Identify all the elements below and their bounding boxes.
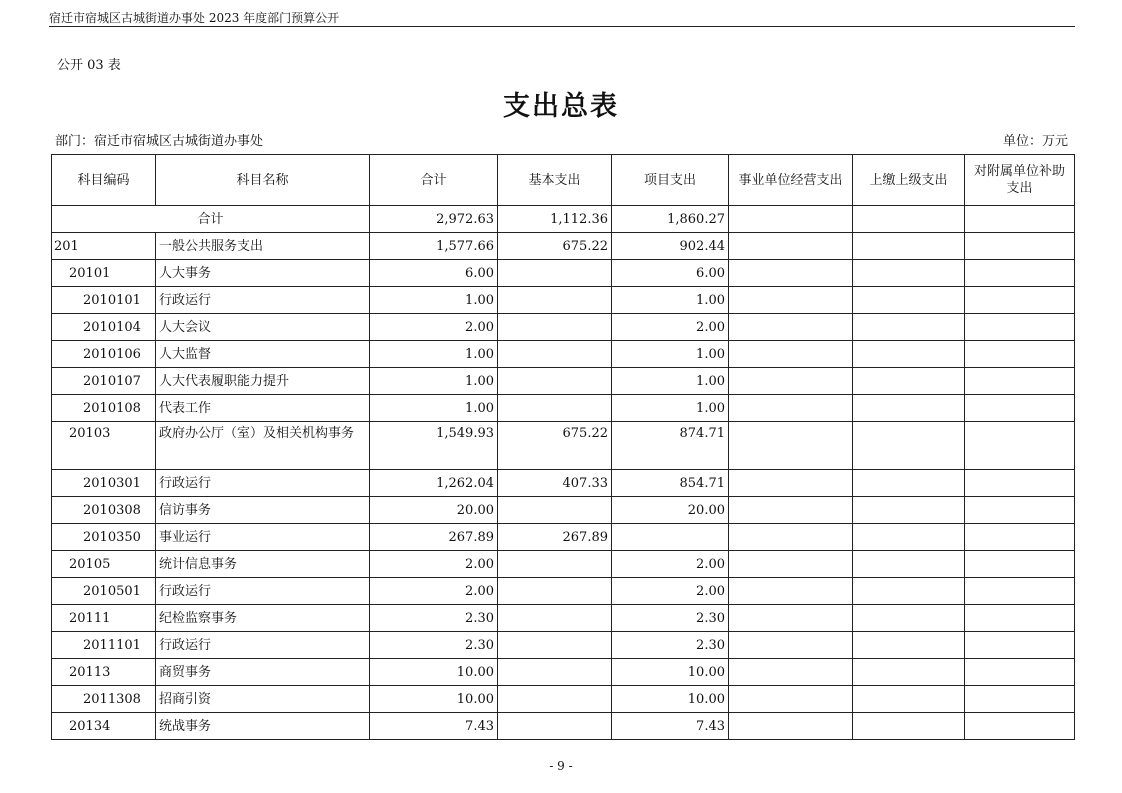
name-cell: 行政运行 bbox=[156, 287, 370, 314]
empty-cell bbox=[853, 551, 965, 578]
basic-cell bbox=[498, 260, 612, 287]
project-cell: 854.71 bbox=[612, 470, 729, 497]
empty-cell bbox=[729, 368, 853, 395]
empty-cell bbox=[853, 605, 965, 632]
total-cell: 2,972.63 bbox=[370, 206, 498, 233]
code-cell: 20101 bbox=[52, 260, 156, 287]
empty-cell bbox=[853, 314, 965, 341]
total-label: 合计 bbox=[52, 206, 370, 233]
total-cell: 1,262.04 bbox=[370, 470, 498, 497]
basic-cell bbox=[498, 395, 612, 422]
name-cell: 政府办公厅（室）及相关机构事务 bbox=[156, 422, 370, 470]
table-row bbox=[52, 713, 1075, 740]
project-cell: 20.00 bbox=[612, 497, 729, 524]
name-cell: 行政运行 bbox=[156, 470, 370, 497]
name-cell: 统计信息事务 bbox=[156, 551, 370, 578]
empty-cell bbox=[853, 341, 965, 368]
basic-cell bbox=[498, 605, 612, 632]
table-row bbox=[52, 605, 1075, 632]
column-header: 基本支出 bbox=[498, 155, 612, 206]
project-cell: 10.00 bbox=[612, 659, 729, 686]
empty-cell bbox=[965, 470, 1075, 497]
total-cell: 1.00 bbox=[370, 368, 498, 395]
empty-cell bbox=[729, 260, 853, 287]
table-row bbox=[52, 686, 1075, 713]
empty-cell bbox=[965, 314, 1075, 341]
project-cell: 1,860.27 bbox=[612, 206, 729, 233]
table-row bbox=[52, 524, 1075, 551]
table-header-row bbox=[52, 155, 1075, 206]
total-cell: 2.00 bbox=[370, 551, 498, 578]
table-row bbox=[52, 422, 1075, 470]
basic-cell bbox=[498, 287, 612, 314]
empty-cell bbox=[853, 713, 965, 740]
total-cell: 267.89 bbox=[370, 524, 498, 551]
name-cell: 纪检监察事务 bbox=[156, 605, 370, 632]
code-cell: 2011101 bbox=[52, 632, 156, 659]
empty-cell bbox=[729, 314, 853, 341]
empty-cell bbox=[729, 632, 853, 659]
total-cell: 1,577.66 bbox=[370, 233, 498, 260]
basic-cell bbox=[498, 686, 612, 713]
project-cell: 2.00 bbox=[612, 314, 729, 341]
total-cell: 6.00 bbox=[370, 260, 498, 287]
name-cell: 统战事务 bbox=[156, 713, 370, 740]
empty-cell bbox=[965, 497, 1075, 524]
empty-cell bbox=[729, 497, 853, 524]
column-header: 上缴上级支出 bbox=[853, 155, 965, 206]
empty-cell bbox=[853, 368, 965, 395]
empty-cell bbox=[729, 422, 853, 470]
running-header: 宿迁市宿城区古城街道办事处 2023 年度部门预算公开 bbox=[49, 11, 340, 25]
empty-cell bbox=[965, 632, 1075, 659]
empty-cell bbox=[965, 686, 1075, 713]
project-cell: 2.00 bbox=[612, 551, 729, 578]
empty-cell bbox=[965, 206, 1075, 233]
name-cell: 人大代表履职能力提升 bbox=[156, 368, 370, 395]
empty-cell bbox=[853, 578, 965, 605]
column-header: 项目支出 bbox=[612, 155, 729, 206]
name-cell: 人大监督 bbox=[156, 341, 370, 368]
total-cell: 1,549.93 bbox=[370, 422, 498, 470]
column-header: 合计 bbox=[370, 155, 498, 206]
empty-cell bbox=[853, 287, 965, 314]
basic-cell: 675.22 bbox=[498, 422, 612, 470]
name-cell: 行政运行 bbox=[156, 578, 370, 605]
empty-cell bbox=[965, 659, 1075, 686]
project-cell: 10.00 bbox=[612, 686, 729, 713]
total-row bbox=[52, 206, 1075, 233]
empty-cell bbox=[965, 341, 1075, 368]
code-cell: 201 bbox=[52, 233, 156, 260]
code-cell: 2010301 bbox=[52, 470, 156, 497]
code-cell: 2010101 bbox=[52, 287, 156, 314]
empty-cell bbox=[729, 605, 853, 632]
code-cell: 2010108 bbox=[52, 395, 156, 422]
empty-cell bbox=[729, 287, 853, 314]
empty-cell bbox=[965, 368, 1075, 395]
code-cell: 2010308 bbox=[52, 497, 156, 524]
empty-cell bbox=[853, 686, 965, 713]
department-label: 部门：宿迁市宿城区古城街道办事处 bbox=[55, 134, 264, 149]
total-cell: 2.00 bbox=[370, 578, 498, 605]
basic-cell bbox=[498, 314, 612, 341]
code-cell: 20103 bbox=[52, 422, 156, 470]
empty-cell bbox=[729, 578, 853, 605]
empty-cell bbox=[965, 422, 1075, 470]
empty-cell bbox=[853, 395, 965, 422]
unit-label: 单位：万元 bbox=[1002, 134, 1068, 149]
total-cell: 1.00 bbox=[370, 287, 498, 314]
name-cell: 招商引资 bbox=[156, 686, 370, 713]
project-cell: 6.00 bbox=[612, 260, 729, 287]
project-cell: 874.71 bbox=[612, 422, 729, 470]
project-cell: 1.00 bbox=[612, 395, 729, 422]
table-row bbox=[52, 368, 1075, 395]
header-rule bbox=[49, 26, 1075, 27]
empty-cell bbox=[853, 260, 965, 287]
code-cell: 20111 bbox=[52, 605, 156, 632]
empty-cell bbox=[853, 470, 965, 497]
total-cell: 20.00 bbox=[370, 497, 498, 524]
total-cell: 7.43 bbox=[370, 713, 498, 740]
code-cell: 2010107 bbox=[52, 368, 156, 395]
basic-cell bbox=[498, 368, 612, 395]
column-header: 科目编码 bbox=[52, 155, 156, 206]
project-cell: 1.00 bbox=[612, 287, 729, 314]
name-cell: 信访事务 bbox=[156, 497, 370, 524]
total-cell: 10.00 bbox=[370, 686, 498, 713]
table-row bbox=[52, 470, 1075, 497]
code-cell: 2010501 bbox=[52, 578, 156, 605]
table-row bbox=[52, 314, 1075, 341]
table-row bbox=[52, 497, 1075, 524]
empty-cell bbox=[729, 524, 853, 551]
empty-cell bbox=[853, 422, 965, 470]
empty-cell bbox=[965, 578, 1075, 605]
code-cell: 2010104 bbox=[52, 314, 156, 341]
column-header: 科目名称 bbox=[156, 155, 370, 206]
column-header: 事业单位经营支出 bbox=[729, 155, 853, 206]
basic-cell bbox=[498, 578, 612, 605]
table-row bbox=[52, 341, 1075, 368]
code-cell: 2010350 bbox=[52, 524, 156, 551]
table-row bbox=[52, 287, 1075, 314]
name-cell: 人大事务 bbox=[156, 260, 370, 287]
project-cell: 7.43 bbox=[612, 713, 729, 740]
column-header: 对附属单位补助支出 bbox=[965, 155, 1075, 206]
project-cell bbox=[612, 524, 729, 551]
form-number: 公开 03 表 bbox=[57, 58, 121, 73]
code-cell: 20113 bbox=[52, 659, 156, 686]
name-cell: 代表工作 bbox=[156, 395, 370, 422]
name-cell: 人大会议 bbox=[156, 314, 370, 341]
project-cell: 2.30 bbox=[612, 632, 729, 659]
empty-cell bbox=[853, 206, 965, 233]
empty-cell bbox=[965, 260, 1075, 287]
total-cell: 1.00 bbox=[370, 341, 498, 368]
empty-cell bbox=[729, 395, 853, 422]
empty-cell bbox=[729, 659, 853, 686]
basic-cell: 1,112.36 bbox=[498, 206, 612, 233]
empty-cell bbox=[853, 632, 965, 659]
project-cell: 2.30 bbox=[612, 605, 729, 632]
empty-cell bbox=[729, 233, 853, 260]
table-row bbox=[52, 551, 1075, 578]
empty-cell bbox=[729, 206, 853, 233]
expenditure-table bbox=[51, 154, 1075, 740]
table-row bbox=[52, 659, 1075, 686]
name-cell: 行政运行 bbox=[156, 632, 370, 659]
basic-cell bbox=[498, 341, 612, 368]
total-cell: 2.30 bbox=[370, 605, 498, 632]
page-title: 支出总表 bbox=[503, 91, 619, 122]
project-cell: 2.00 bbox=[612, 578, 729, 605]
name-cell: 一般公共服务支出 bbox=[156, 233, 370, 260]
empty-cell bbox=[729, 341, 853, 368]
name-cell: 商贸事务 bbox=[156, 659, 370, 686]
project-cell: 1.00 bbox=[612, 341, 729, 368]
project-cell: 902.44 bbox=[612, 233, 729, 260]
code-cell: 20134 bbox=[52, 713, 156, 740]
code-cell: 2011308 bbox=[52, 686, 156, 713]
empty-cell bbox=[729, 470, 853, 497]
page-number: - 9 - bbox=[549, 759, 573, 773]
basic-cell bbox=[498, 497, 612, 524]
name-cell: 事业运行 bbox=[156, 524, 370, 551]
code-cell: 20105 bbox=[52, 551, 156, 578]
total-cell: 10.00 bbox=[370, 659, 498, 686]
total-cell: 2.30 bbox=[370, 632, 498, 659]
basic-cell bbox=[498, 632, 612, 659]
empty-cell bbox=[729, 686, 853, 713]
empty-cell bbox=[965, 605, 1075, 632]
basic-cell bbox=[498, 551, 612, 578]
empty-cell bbox=[853, 497, 965, 524]
empty-cell bbox=[965, 395, 1075, 422]
empty-cell bbox=[965, 551, 1075, 578]
empty-cell bbox=[729, 713, 853, 740]
empty-cell bbox=[965, 233, 1075, 260]
table-row bbox=[52, 233, 1075, 260]
empty-cell bbox=[853, 524, 965, 551]
table-row bbox=[52, 395, 1075, 422]
empty-cell bbox=[853, 659, 965, 686]
project-cell: 1.00 bbox=[612, 368, 729, 395]
empty-cell bbox=[729, 551, 853, 578]
basic-cell bbox=[498, 713, 612, 740]
code-cell: 2010106 bbox=[52, 341, 156, 368]
empty-cell bbox=[965, 713, 1075, 740]
total-cell: 1.00 bbox=[370, 395, 498, 422]
table-row bbox=[52, 260, 1075, 287]
empty-cell bbox=[965, 524, 1075, 551]
basic-cell: 267.89 bbox=[498, 524, 612, 551]
basic-cell bbox=[498, 659, 612, 686]
empty-cell bbox=[965, 287, 1075, 314]
basic-cell: 675.22 bbox=[498, 233, 612, 260]
basic-cell: 407.33 bbox=[498, 470, 612, 497]
table-row bbox=[52, 578, 1075, 605]
table-row bbox=[52, 632, 1075, 659]
empty-cell bbox=[853, 233, 965, 260]
total-cell: 2.00 bbox=[370, 314, 498, 341]
